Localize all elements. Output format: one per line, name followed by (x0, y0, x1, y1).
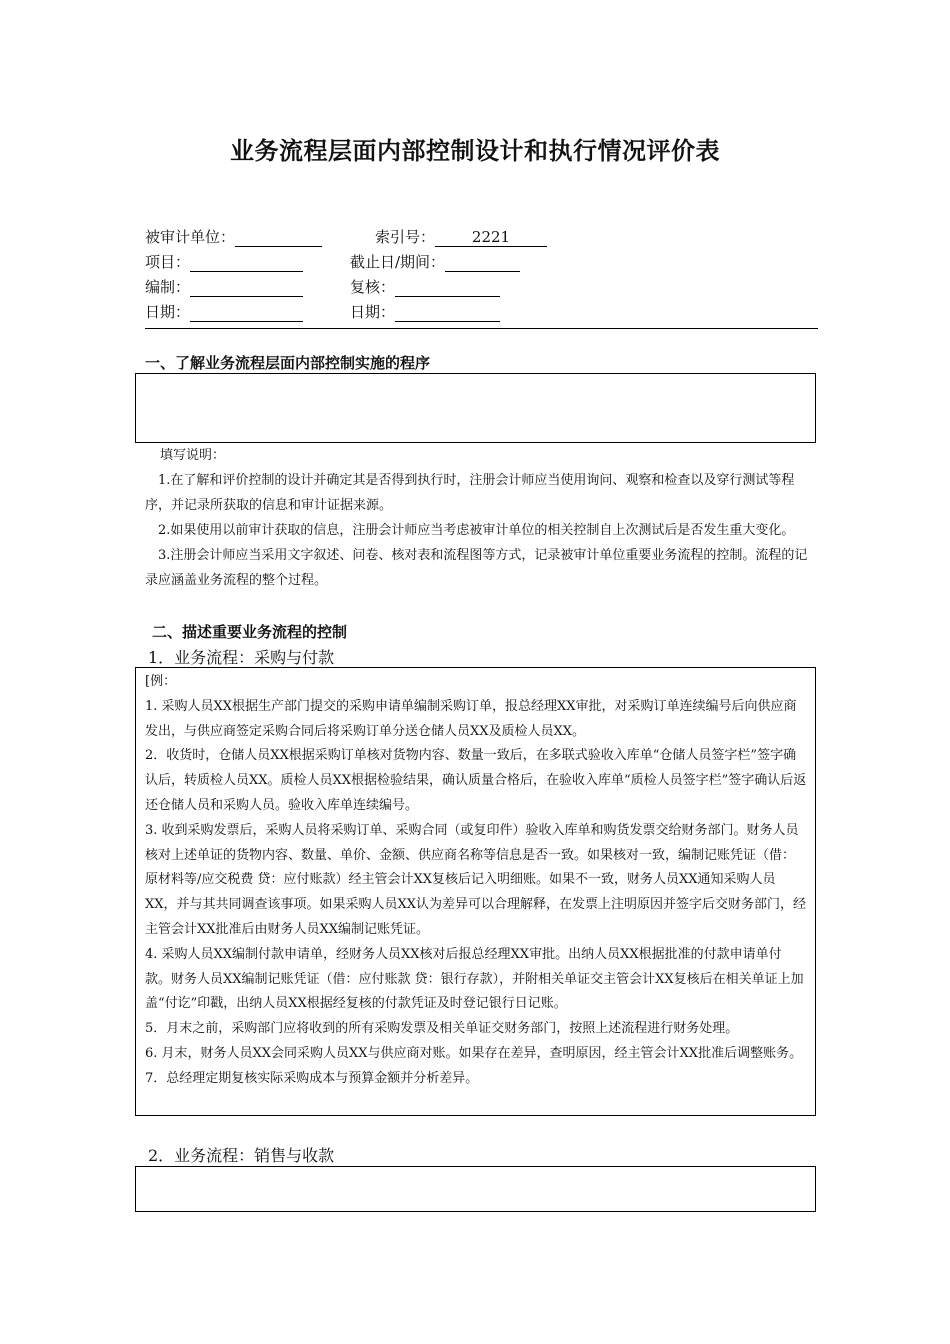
prepared-label: 编制： (145, 278, 191, 296)
process2-title: 2．业务流程：销售与收款 (148, 1146, 335, 1165)
date1-field (145, 302, 303, 322)
process1-example-box[interactable] (135, 667, 816, 1116)
project-input[interactable] (190, 254, 303, 272)
instruction-item: 3.注册会计师应当采用文字叙述、问卷、核对表和流程图等方式，记录被审计单位重要业务流程的控制。流程的记录应涵盖业务流程的整个过程。 (145, 548, 808, 588)
review-field (350, 277, 500, 297)
example-item: 2．收货时，仓储人员XX根据采购订单核对货物内容、数量一致后，在多联式验收入库单“仓储人员签字栏”签字确认后，转质检人员XX。质检人员XX根据检验结果，确认质量合格后，在验收入库单“质检人员签字栏”签字确认后返还仓储人员和采购人员。验收入库单连续编号。 (145, 748, 807, 813)
date1-label: 日期： (145, 303, 191, 321)
prepared-field (145, 277, 303, 297)
auditee-field (145, 227, 322, 247)
example-item: 4. 采购人员XX编制付款申请单，经财务人员XX核对后报总经理XX审批。出纳人员XX根据批准的付款申请单付款。财务人员XX编制记账凭证（借：应付账款 贷：银行存款），并附相关单证交主管会计XX复核后在相关单证上加盖“付讫”印戳，出纳人员XX根据经复核的付款凭证及时登记银行日记账。 (145, 946, 804, 1012)
example-item: 6. 月末，财务人员XX会同采购人员XX与供应商对账。如果存在差异，查明原因，经主管会计XX批准后调整账务。 (145, 1045, 803, 1061)
index-input[interactable]: 2221 (435, 229, 547, 247)
instruction-item: 2.如果使用以前审计获取的信息，注册会计师应当考虑被审计单位的相关控制自上次测试后是否发生重大变化。 (158, 523, 795, 538)
date2-input[interactable] (395, 304, 500, 322)
instructions (145, 443, 810, 593)
example-item: 7．总经理定期复核实际采购成本与预算金额并分析差异。 (145, 1070, 479, 1086)
example-label: [例： (145, 674, 177, 689)
prepared-input[interactable] (190, 279, 303, 297)
header-divider (145, 328, 818, 329)
index-field (375, 227, 547, 247)
auditee-label: 被审计单位： (145, 228, 236, 246)
review-input[interactable] (395, 279, 500, 297)
example-item: 3. 收到采购发票后，采购人员将采购订单、采购合同（或复印件）验收入库单和购货发票交给财务部门。财务人员核对上述单证的货物内容、数量、单价、金额、供应商名称等信息是否一致。如果核对一致，编制记账凭证（借：原材料等/应交税费 贷：应付账款）经主管会计XX复核后记入明细账。如果不一致，财务人员XX通知采购人员XX，并与其共同调查该事项。如果采购人员XX认为差异可以合理解释，在发票上注明原因并签字后交财务部门，经主管会计XX批准后由财务人员XX编制记账凭证。 (145, 822, 807, 937)
date2-label: 日期： (350, 303, 396, 321)
process2-input-box[interactable] (135, 1166, 816, 1212)
auditee-input[interactable] (235, 229, 322, 247)
project-field (145, 252, 303, 272)
index-label: 索引号： (375, 228, 436, 246)
date2-field (350, 302, 500, 322)
project-label: 项目： (145, 253, 191, 271)
page-title: 业务流程层面内部控制设计和执行情况评价表 (230, 136, 720, 165)
period-input[interactable] (445, 254, 520, 272)
period-label: 截止日/期间： (350, 253, 446, 271)
instructions-title: 填写说明： (160, 448, 226, 463)
review-label: 复核： (350, 278, 396, 296)
section1-heading: 一、了解业务流程层面内部控制实施的程序 (145, 354, 431, 372)
example-item: 5．月末之前，采购部门应将收到的所有采购发票及相关单证交财务部门，按照上述流程进行财务处理。 (145, 1021, 739, 1037)
instruction-item: 1.在了解和评价控制的设计并确定其是否得到执行时，注册会计师应当使用询问、观察和检查以及穿行测试等程序，并记录所获取的信息和审计证据来源。 (145, 473, 795, 513)
period-field (350, 252, 520, 272)
section1-input-box[interactable] (135, 373, 816, 443)
example-item: 1. 采购人员XX根据生产部门提交的采购申请单编制采购订单，报总经理XX审批，对采购订单连续编号后向供应商发出，与供应商签定采购合同后将采购订单分送仓储人员XX及质检人员XX。 (145, 698, 797, 739)
section2-heading: 二、描述重要业务流程的控制 (152, 623, 348, 641)
process1-title: 1．业务流程：采购与付款 (148, 648, 335, 667)
date1-input[interactable] (190, 304, 303, 322)
